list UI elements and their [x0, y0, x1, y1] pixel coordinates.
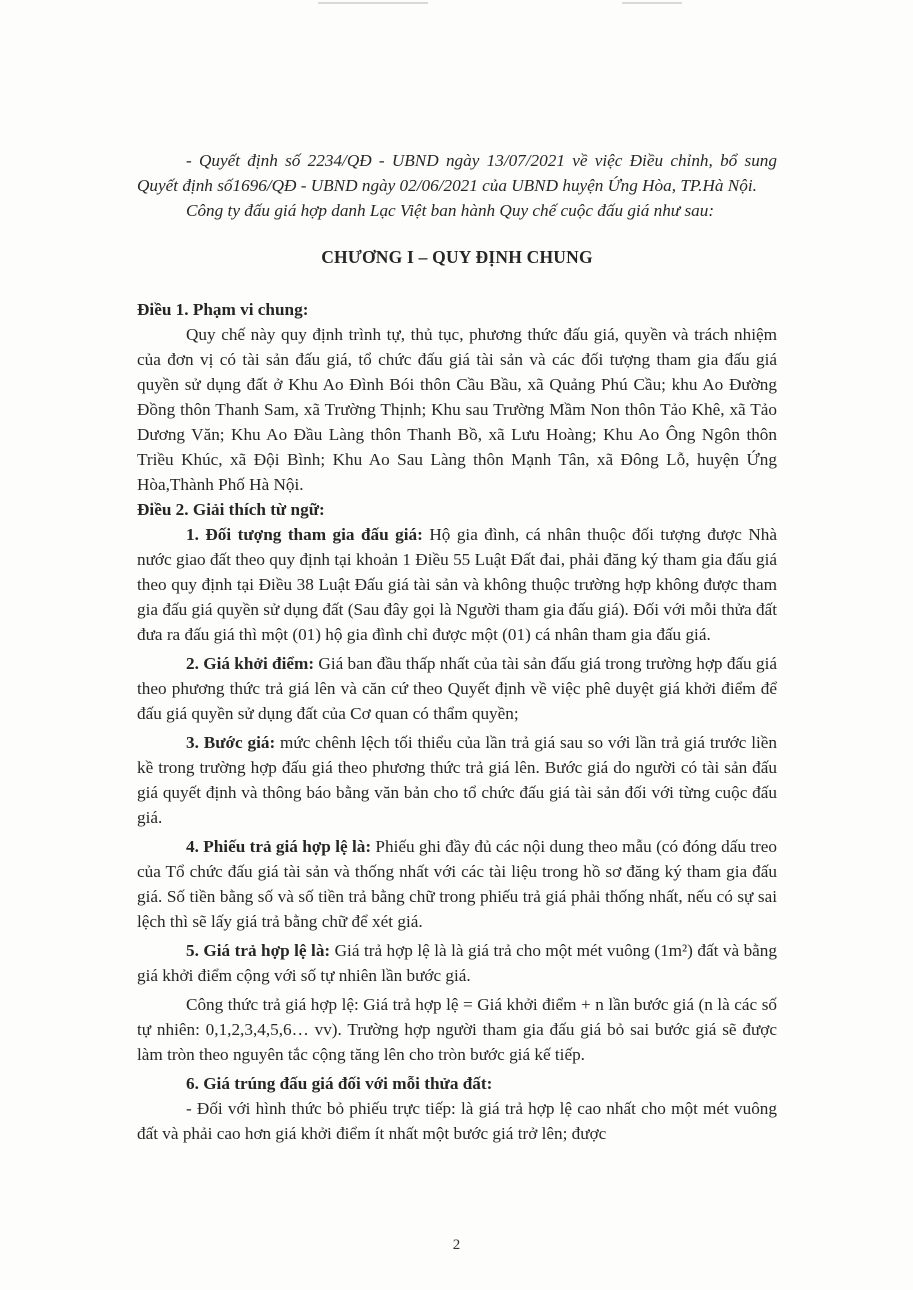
article-1-heading: Điều 1. Phạm vi chung:	[137, 300, 309, 319]
definition-item	[137, 651, 777, 726]
page-number: 2	[452, 1237, 461, 1253]
definition-term: 4. Phiếu trả giá hợp lệ là:	[186, 837, 372, 856]
article-1-body: Quy chế này quy định trình tự, thủ tục, phương thức đấu giá, quyền và trách nhiệm của đơn vị có tài sản đấu giá, tổ chức đấu giá tài sản và các đối tượng tham gia đấu giá quyền sử dụng đất ở Khu Ao Đình Bói thôn Cầu Bầu, xã Quảng Phú Cầu; khu Ao Đường Đồng thôn Thanh Sam, xã Trường Thịnh; Khu sau Trường Mầm Non thôn Tảo Khê, xã Tảo Dương Văn; Khu Ao Đầu Làng thôn Thanh Bồ, xã Lưu Hoàng; Khu Ao Ông Ngôn thôn Triều Khúc, xã Đội Bình; Khu Ao Sau Làng thôn Mạnh Tân, xã Đông Lỗ, huyện Ứng Hòa,Thành Phố Hà Nội.	[137, 325, 777, 494]
scan-artifact	[622, 2, 682, 4]
bid-formula: Công thức trả giá hợp lệ: Giá trả hợp lệ = Giá khởi điểm + n lần bước giá (n là các số tự nhiên: 0,1,2,3,4,5,6… vv). Trường hợp người tham gia đấu giá bỏ sai bước giá sẽ được làm tròn theo nguyên tắc cộng tăng lên cho tròn bước giá kế tiếp.	[137, 995, 777, 1064]
definition-text: Hộ gia đình, cá nhân thuộc đối tượng được Nhà nước giao đất theo quy định tại khoản 1 Điều 55 Luật Đất đai, phải đăng ký tham gia đấu giá theo quy định tại Điều 38 Luật Đấu giá tài sản và không thuộc trường hợp không được tham gia đấu giá quyền sử dụng đất (Sau đây gọi là Người tham gia đấu giá). Đối với mỗi thửa đất đưa ra đấu giá thì một (01) hộ gia đình chỉ được một (01) cá nhân tham gia đấu giá.	[137, 525, 777, 644]
issuing-statement: Công ty đấu giá hợp danh Lạc Việt ban hành Quy chế cuộc đấu giá như sau:	[186, 201, 715, 220]
definition-term: 3. Bước giá:	[186, 733, 276, 752]
definition-item	[137, 938, 777, 988]
definition-term: 1. Đối tượng tham gia đấu giá:	[186, 525, 423, 544]
definition-item	[137, 834, 777, 934]
article-2-heading: Điều 2. Giải thích từ ngữ:	[137, 500, 325, 519]
definition-text: Giá ban đầu thấp nhất của tài sản đấu giá trong trường hợp đấu giá theo phương thức trả giá lên và căn cứ theo Quyết định về việc phê duyệt giá khởi điểm để đấu giá quyền sử dụng đất của Cơ quan có thẩm quyền;	[137, 654, 777, 723]
item-6-heading: 6. Giá trúng đấu giá đối với mỗi thửa đất:	[186, 1074, 493, 1093]
scan-artifact	[318, 2, 428, 4]
decision-reference: - Quyết định số 2234/QĐ - UBND ngày 13/07/2021 về việc Điều chỉnh, bổ sung Quyết định số1696/QĐ - UBND ngày 02/06/2021 của UBND huyện Ứng Hòa, TP.Hà Nội.	[137, 151, 777, 195]
definition-text: Phiếu ghi đầy đủ các nội dung theo mẫu (có đóng dấu treo của Tổ chức đấu giá tài sản và thống nhất với các tài liệu trong hồ sơ đăng ký tham gia đấu giá. Số tiền bằng số và số tiền trả bằng chữ trong phiếu trả giá phải thống nhất, nếu có sự sai lệch thì sẽ lấy giá trả bằng chữ để xét giá.	[137, 837, 777, 931]
definition-term: 2. Giá khởi điểm:	[186, 654, 315, 673]
definition-item	[137, 522, 777, 647]
chapter-title: CHƯƠNG I – QUY ĐỊNH CHUNG	[321, 247, 593, 267]
definition-term: 5. Giá trả hợp lệ là:	[186, 941, 331, 960]
definition-text: mức chênh lệch tối thiểu của lần trả giá sau so với lần trả giá trước liền kề trong trường hợp đấu giá theo phương thức trả giá lên. Bước giá do người có tài sản đấu giá quyết định và thông báo bằng văn bản cho tổ chức đấu giá tài sản đối với từng cuộc đấu giá.	[137, 733, 777, 827]
document-body	[137, 148, 777, 1146]
definition-item	[137, 730, 777, 830]
definition-text: Giá trả hợp lệ là là giá trả cho một mét vuông (1m²) đất và bằng giá khởi điểm cộng với số tự nhiên lần bước giá.	[137, 941, 777, 985]
item-6-text: - Đối với hình thức bỏ phiếu trực tiếp: là giá trả hợp lệ cao nhất cho một mét vuông đất và phải cao hơn giá khởi điểm ít nhất một bước giá trở lên; được	[137, 1099, 777, 1143]
